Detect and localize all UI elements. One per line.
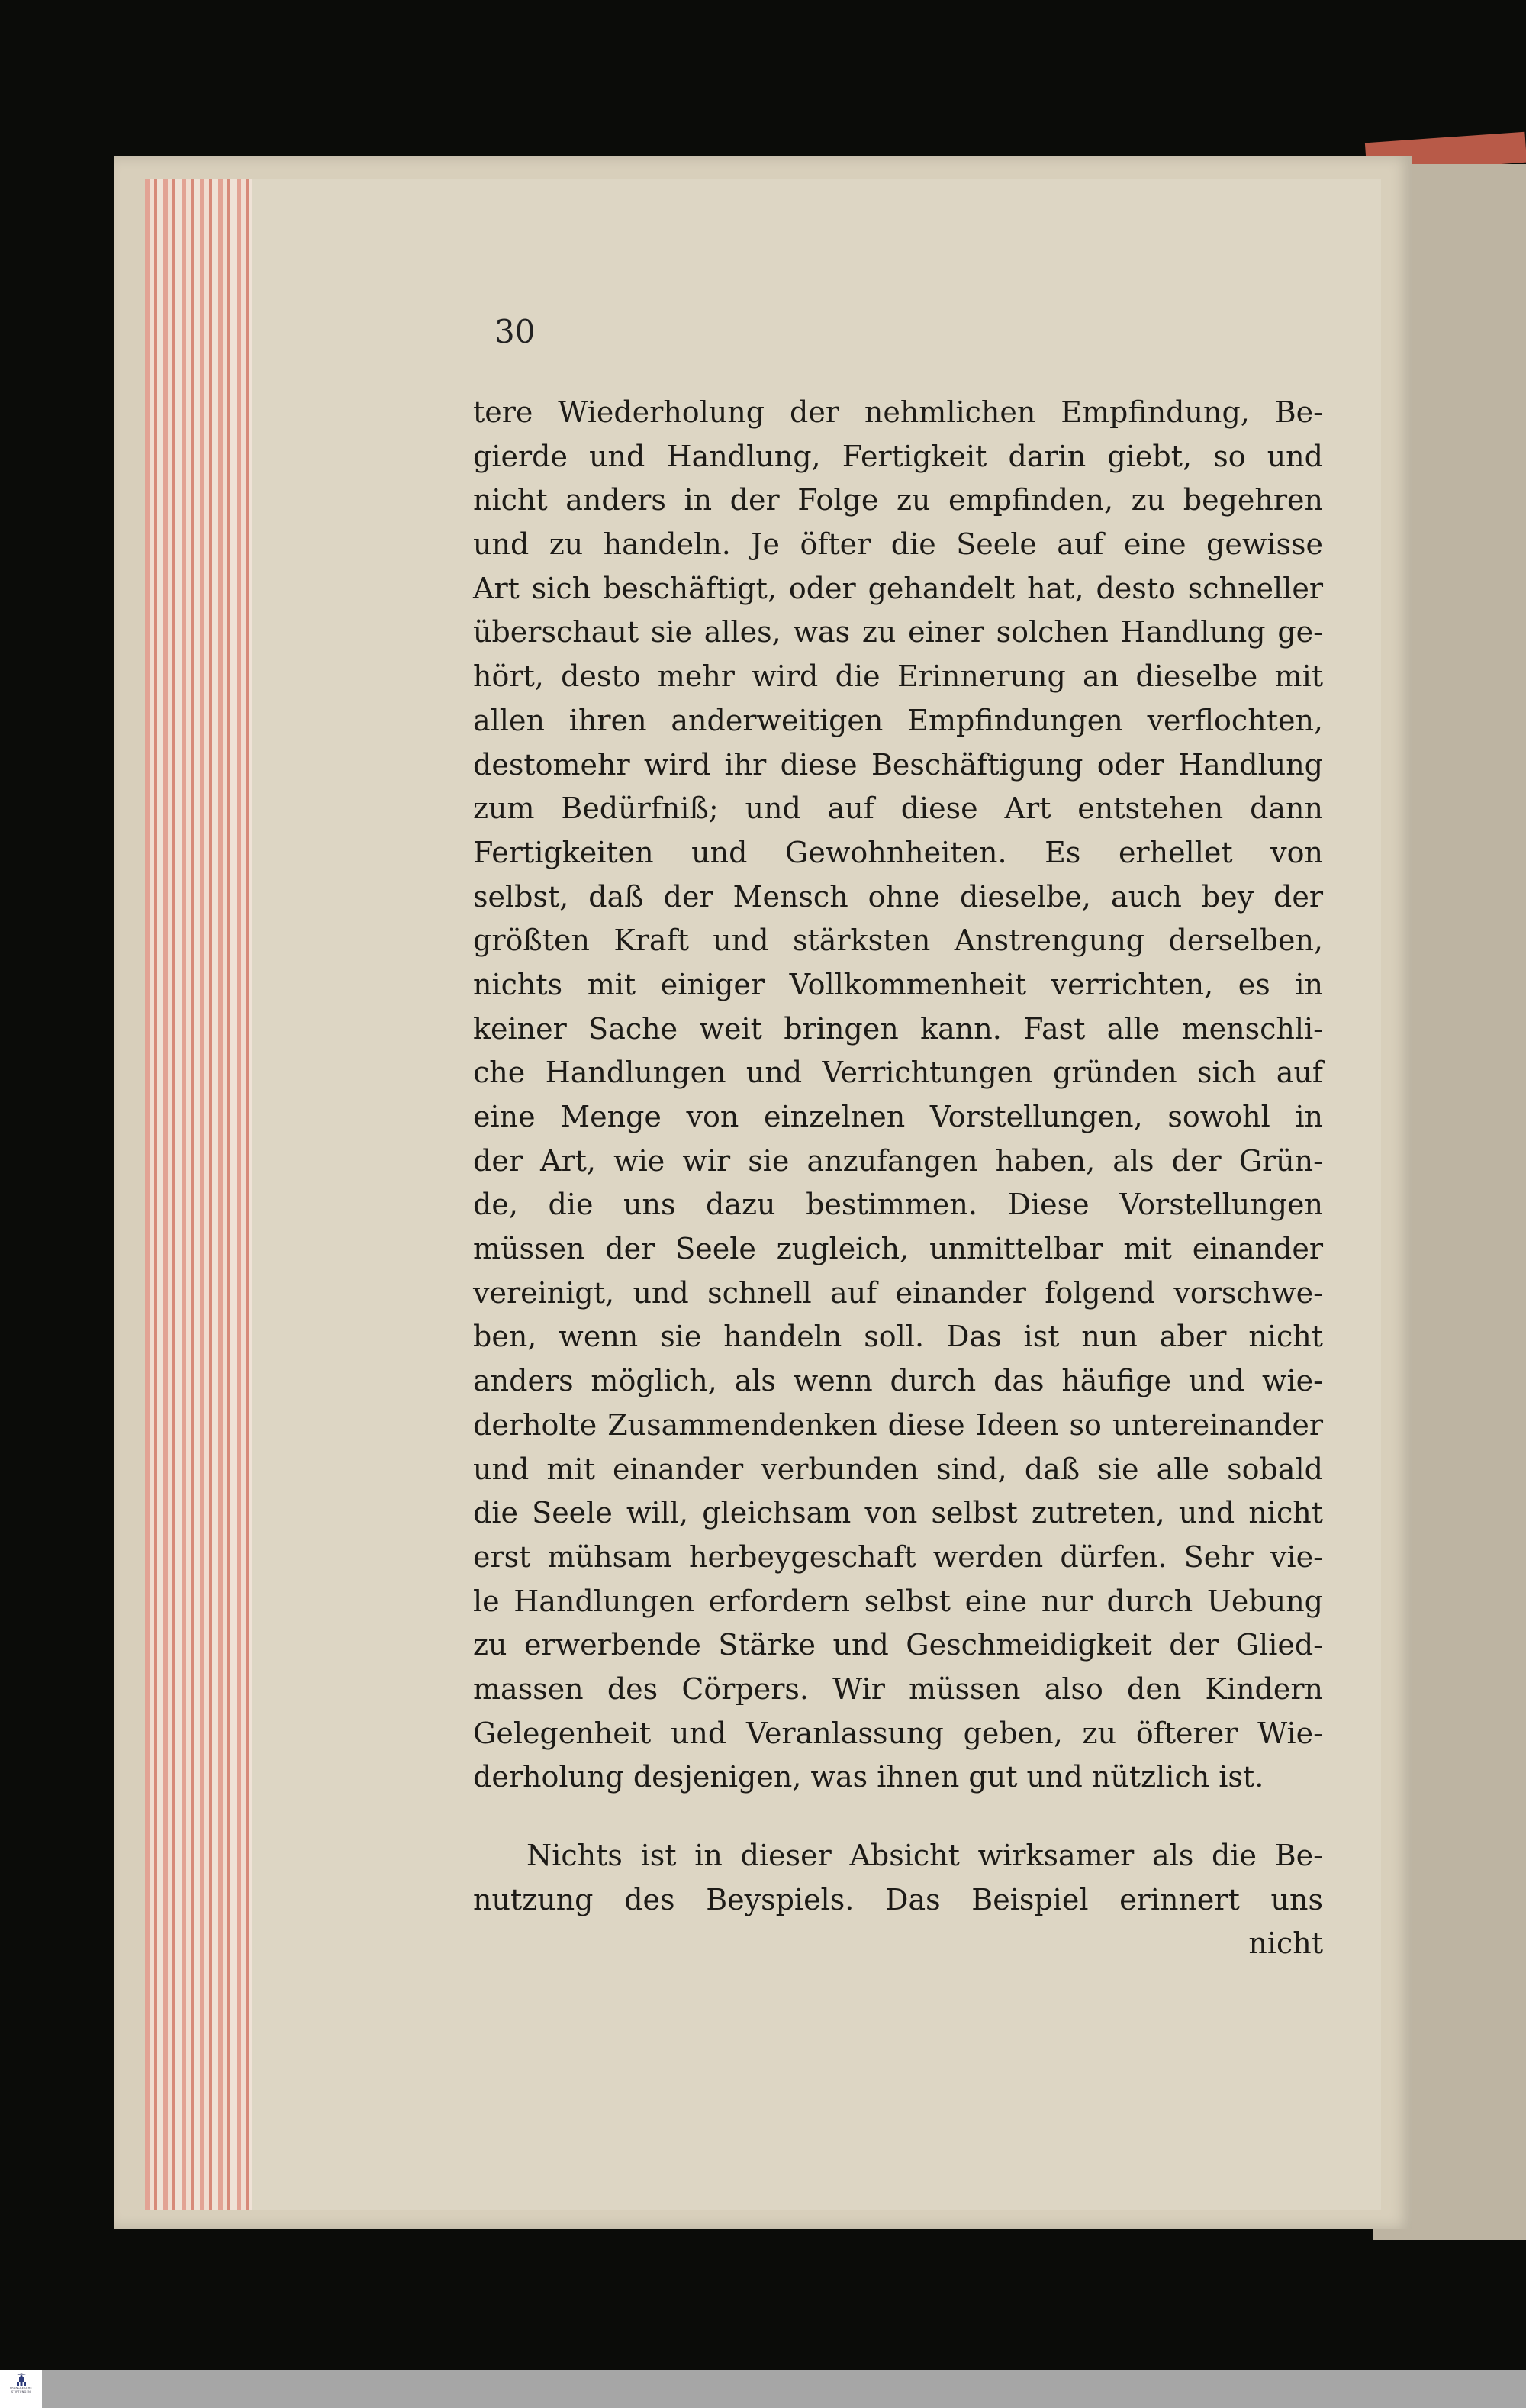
text-line: und zu handeln. Je öfter die Seele auf eine gewisse [473,527,1323,562]
text-line: nutzung des Beyspiels. Das Beispiel erinnert uns [473,1882,1323,1916]
text-line: größten Kraft und stärksten Anstrengung derselben, [473,924,1323,958]
text-line: keiner Sache weit bringen kann. Fast alle menschli- [473,1011,1323,1046]
text-line: die Seele will, gleichsam von selbst zutreten, und nicht [473,1496,1323,1530]
text-line: Fertigkeiten und Gewohnheiten. Es erhellet von [473,835,1323,869]
text-line: nicht anders in der Folge zu empfinden, zu begehren [473,483,1323,517]
body-text [473,391,1323,1966]
text-line: de, die uns dazu bestimmen. Diese Vorstellungen [473,1188,1323,1222]
text-line: le Handlungen erfordern selbst eine nur durch Uebung [473,1584,1323,1618]
text-line: zu erwerbende Stärke und Geschmeidigkeit der Glied- [473,1628,1323,1662]
text-line: derholte Zusammendenken diese Ideen so untereinander [473,1407,1323,1442]
text-line: derholung desjenigen, was ihnen gut und nützlich ist. [473,1760,1264,1794]
text-line: Gelegenheit und Veranlassung geben, zu öfterer Wie- [473,1716,1323,1750]
institution-logo-icon [16,2373,27,2387]
text-line: überschaut sie alles, was zu einer solchen Handlung ge- [473,615,1323,650]
text-line: Art sich beschäftigt, oder gehandelt hat, desto schneller [473,571,1323,605]
text-line: Nichts ist in dieser Absicht wirksamer als die Be- [526,1839,1323,1872]
text-line: und mit einander verbunden sind, daß sie alle sobald [473,1452,1323,1486]
paragraph-1 [473,391,1323,1800]
text-line: hört, desto mehr wird die Erinnerung an dieselbe mit [473,659,1323,694]
text-line: gierde und Handlung, Fertigkeit darin giebt, so und [473,439,1323,473]
viewer-footer-bar [0,2370,1526,2408]
page-number: 30 [494,313,536,350]
text-line: erst mühsam herbeygeschaft werden dürfen. Sehr vie- [473,1539,1323,1574]
paragraph-2 [473,1834,1323,1922]
catchword: nicht [1248,1926,1323,1961]
text-line: vereinigt, und schnell auf einander folgend vorschwe- [473,1275,1323,1310]
text-line: anders möglich, als wenn durch das häufige und wie- [473,1364,1323,1398]
text-line: destomehr wird ihr diese Beschäftigung oder Handlung [473,747,1323,782]
page-edges [145,179,252,2210]
text-line: eine Menge von einzelnen Vorstellungen, sowohl in [473,1100,1323,1133]
text-line: massen des Cörpers. Wir müssen also den Kindern [473,1671,1323,1706]
text-line: müssen der Seele zugleich, unmittelbar mit einander [473,1232,1323,1266]
text-line: zum Bedürfniß; und auf diese Art entstehen dann [473,791,1323,826]
francke-foundation-logo [0,2370,42,2408]
text-line: allen ihren anderweitigen Empfindungen verflochten, [473,703,1323,737]
text-line: tere Wiederholung der nehmlichen Empfindung, Be- [473,395,1323,429]
text-line: nichts mit einiger Vollkommenheit verrichten, es in [473,967,1323,1001]
text-line: selbst, daß der Mensch ohne dieselbe, auch bey der [473,879,1323,914]
text-line: che Handlungen und Verrichtungen gründen sich auf [473,1056,1323,1090]
text-line: der Art, wie wir sie anzufangen haben, als der Grün- [473,1143,1323,1178]
text-line: ben, wenn sie handeln soll. Das ist nun aber nicht [473,1320,1323,1354]
logo-text: FRANCKESCHE STIFTUNGEN [9,2387,33,2393]
